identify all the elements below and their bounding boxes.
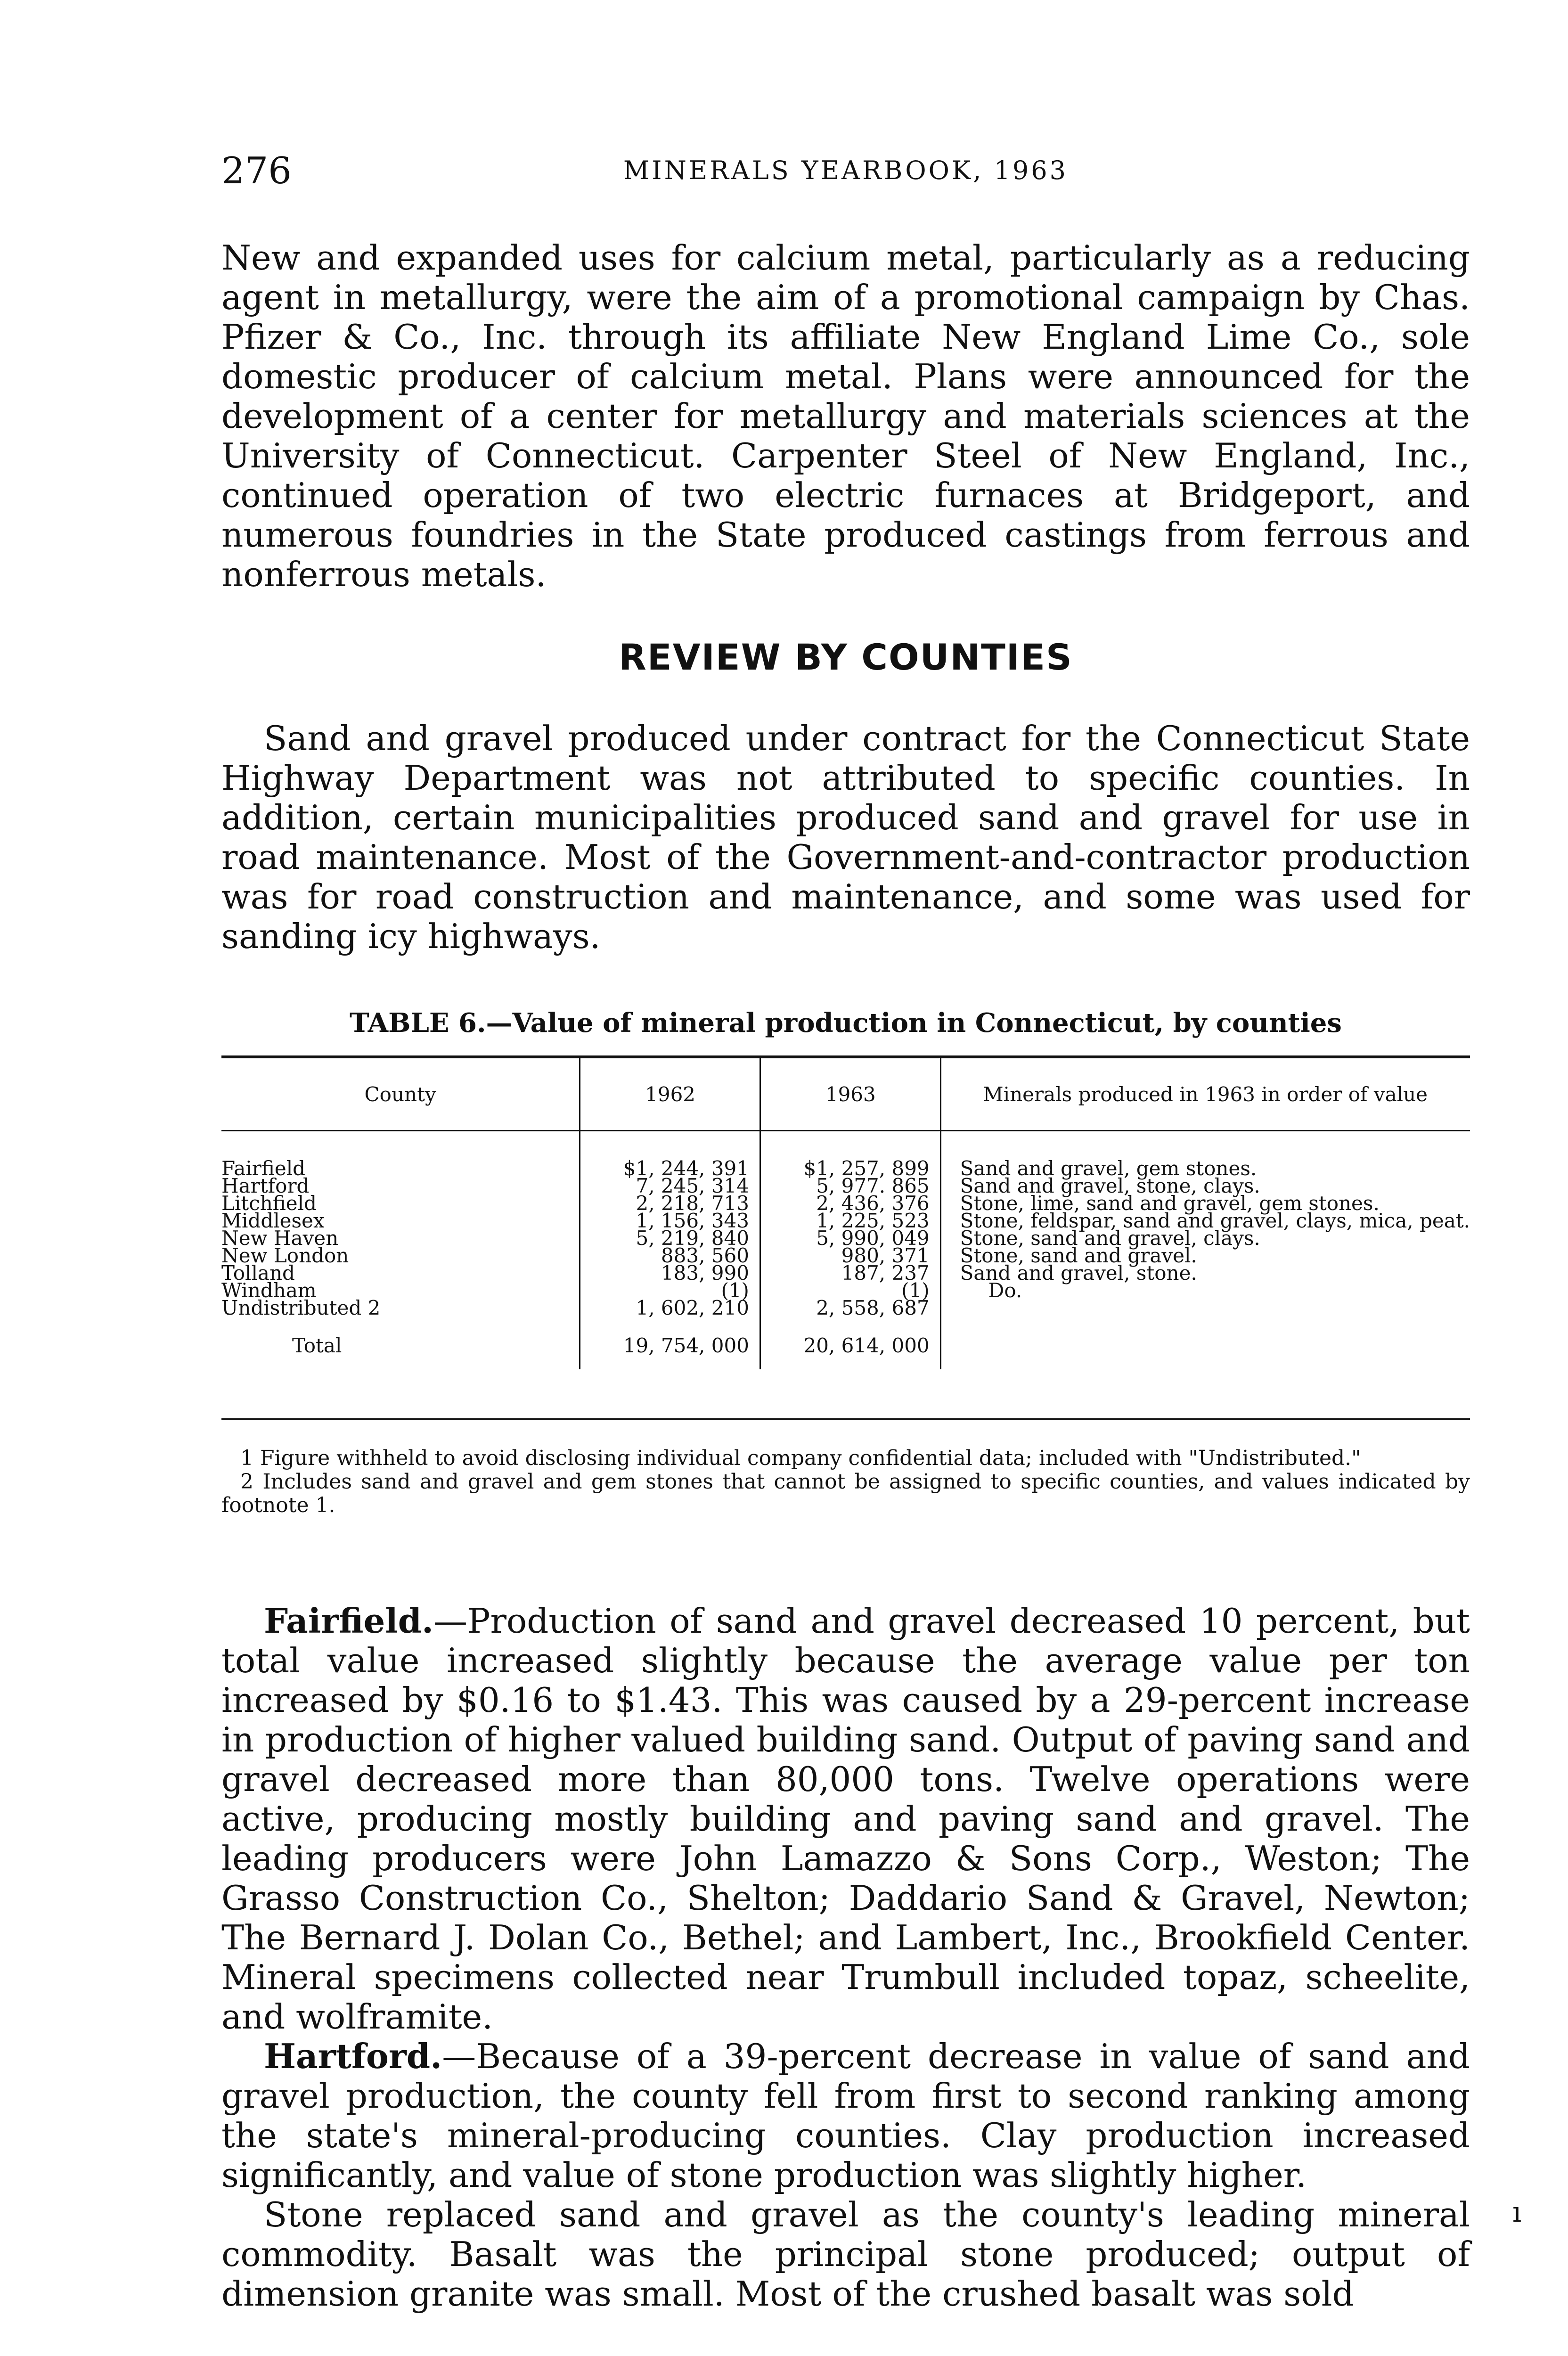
table-row xyxy=(221,1299,1470,1317)
total-label: Total xyxy=(292,1334,342,1357)
minerals-produced: Do. xyxy=(940,1282,1470,1299)
minerals-produced: Sand and gravel, stone. xyxy=(940,1264,1470,1282)
county-name: Tolland xyxy=(221,1261,295,1284)
section-title: REVIEW BY COUNTIES xyxy=(619,636,1073,678)
value-1962: 2, 218, 713 xyxy=(580,1194,760,1212)
minerals-produced: Stone, lime, sand and gravel, gem stones. xyxy=(940,1194,1470,1212)
header-county: County xyxy=(221,1057,580,1131)
value-1962: 883, 560 xyxy=(580,1247,760,1264)
table-row xyxy=(221,1131,1470,1178)
table-caption: TABLE 6.—Value of mineral production in Connecticut, by counties xyxy=(350,1007,1342,1039)
value-1962: 1, 602, 210 xyxy=(580,1299,760,1317)
page-header xyxy=(221,150,1470,197)
table-header-row xyxy=(221,1057,1470,1131)
county-name: Litchfield xyxy=(221,1192,317,1215)
value-1963: 187, 237 xyxy=(760,1264,940,1282)
table-footnotes xyxy=(221,1447,1470,1517)
county-name: Middlesex xyxy=(221,1209,325,1232)
value-1963: 2, 436, 376 xyxy=(760,1194,940,1212)
value-1962: $1, 244, 391 xyxy=(580,1131,760,1178)
header-minerals: Minerals produced in 1963 in order of value xyxy=(940,1057,1470,1131)
header-1963: 1963 xyxy=(760,1057,940,1131)
county-name: New London xyxy=(221,1244,349,1267)
minerals-produced: Stone, sand and gravel. xyxy=(940,1247,1470,1264)
header-1962: 1962 xyxy=(580,1057,760,1131)
value-1963: $1, 257, 899 xyxy=(760,1131,940,1178)
county-name: New Haven xyxy=(221,1227,339,1250)
minerals-produced: Sand and gravel, gem stones. xyxy=(940,1131,1470,1178)
value-1962: 7, 245, 314 xyxy=(580,1177,760,1194)
total-1963: 20, 614, 000 xyxy=(760,1317,940,1369)
value-1962: (1) xyxy=(580,1282,760,1299)
hartford-heading: Hartford. xyxy=(264,2036,442,2076)
county-name: Fairfield xyxy=(221,1157,306,1180)
county-name: Undistributed 2 xyxy=(221,1296,381,1319)
hartford-paragraph xyxy=(221,2037,1470,2195)
margin-mark: ı xyxy=(1512,2196,1522,2229)
footnote-2: 2 Includes sand and gravel and gem stones that cannot be assigned to specific counties, and values indicated by footnote 1. xyxy=(221,1470,1470,1517)
county-value-table xyxy=(221,1055,1470,1369)
value-1963: 980, 371 xyxy=(760,1247,940,1264)
fairfield-text: —Production of sand and gravel decreased 10 percent, but total value increased slightly because the average value per ton increased by $0.16 to $1.43. This was caused by a 29-percent increase in production of higher valued building sand. Output of paving sand and gravel decreased more than 80,000 tons. Twelve operations were active, producing mostly building and paving sand and gravel. The leading producers were John Lamazzo & Sons Corp., Weston; The Grasso Construction Co., Shelton; Daddario Sand & Gravel, Newton; The Bernard J. Dolan Co., Bethel; and Lambert, Inc., Brookfield Center. Mineral specimens collected near Trumbull included topaz, scheelite, and wolframite. xyxy=(221,1601,1470,2037)
hartford-paragraph-2: Stone replaced sand and gravel as the county's leading mineral commodity. Basalt was the principal stone produced; output of dimension granite was small. Most of the crushed basalt was sold xyxy=(221,2195,1470,2314)
total-minerals-empty xyxy=(940,1317,1470,1369)
value-1963: 5, 977. 865 xyxy=(760,1177,940,1194)
minerals-produced: Stone, feldspar, sand and gravel, clays, mica, peat. xyxy=(940,1212,1470,1229)
minerals-produced: Sand and gravel, stone, clays. xyxy=(940,1177,1470,1194)
review-paragraph: Sand and gravel produced under contract for the Connecticut State Highway Department was not attributed to specific counties. In addition, certain municipalities produced sand and gravel for use in road maintenance. Most of the Government-and-contractor production was for road construction and maintenance, and some was used for sanding icy highways. xyxy=(221,719,1470,956)
footnote-1: 1 Figure withheld to avoid disclosing individual company confidential data; included with "Undistributed." xyxy=(240,1446,1361,1470)
value-1963: (1) xyxy=(760,1282,940,1299)
value-1962: 183, 990 xyxy=(580,1264,760,1282)
minerals-produced: Stone, sand and gravel, clays. xyxy=(940,1229,1470,1247)
page-number: 276 xyxy=(221,150,292,192)
county-name: Windham xyxy=(221,1279,317,1302)
value-1963: 1, 225, 523 xyxy=(760,1212,940,1229)
county-name: Hartford xyxy=(221,1174,310,1197)
table-row xyxy=(221,1264,1470,1282)
table-bottom-rule xyxy=(221,1418,1470,1420)
value-1963: 5, 990, 049 xyxy=(760,1229,940,1247)
table-total-row xyxy=(221,1317,1470,1369)
value-1962: 1, 156, 343 xyxy=(580,1212,760,1229)
value-1962: 5, 219, 840 xyxy=(580,1229,760,1247)
fairfield-paragraph xyxy=(221,1601,1470,2037)
hartford-text: —Because of a 39-percent decrease in value of sand and gravel production, the county fell from first to second ranking among the state's mineral-producing counties. Clay production increased significantly, and value of stone production was slightly higher. xyxy=(221,2037,1470,2195)
value-1963: 2, 558, 687 xyxy=(760,1299,940,1317)
fairfield-heading: Fairfield. xyxy=(264,1601,434,1641)
total-1962: 19, 754, 000 xyxy=(580,1317,760,1369)
running-head: MINERALS YEARBOOK, 1963 xyxy=(623,155,1068,185)
intro-paragraph: New and expanded uses for calcium metal, particularly as a reducing agent in metallurgy, were the aim of a promotional campaign by Chas. Pfizer & Co., Inc. through its affiliate New England Lime Co., sole domestic producer of calcium metal. Plans were announced for the development of a center for metallurgy and materials sciences at the University of Connecticut. Carpenter Steel of New England, Inc., continued operation of two electric furnaces at Bridgeport, and numerous foundries in the State produced castings from ferrous and nonferrous metals. xyxy=(221,238,1470,594)
